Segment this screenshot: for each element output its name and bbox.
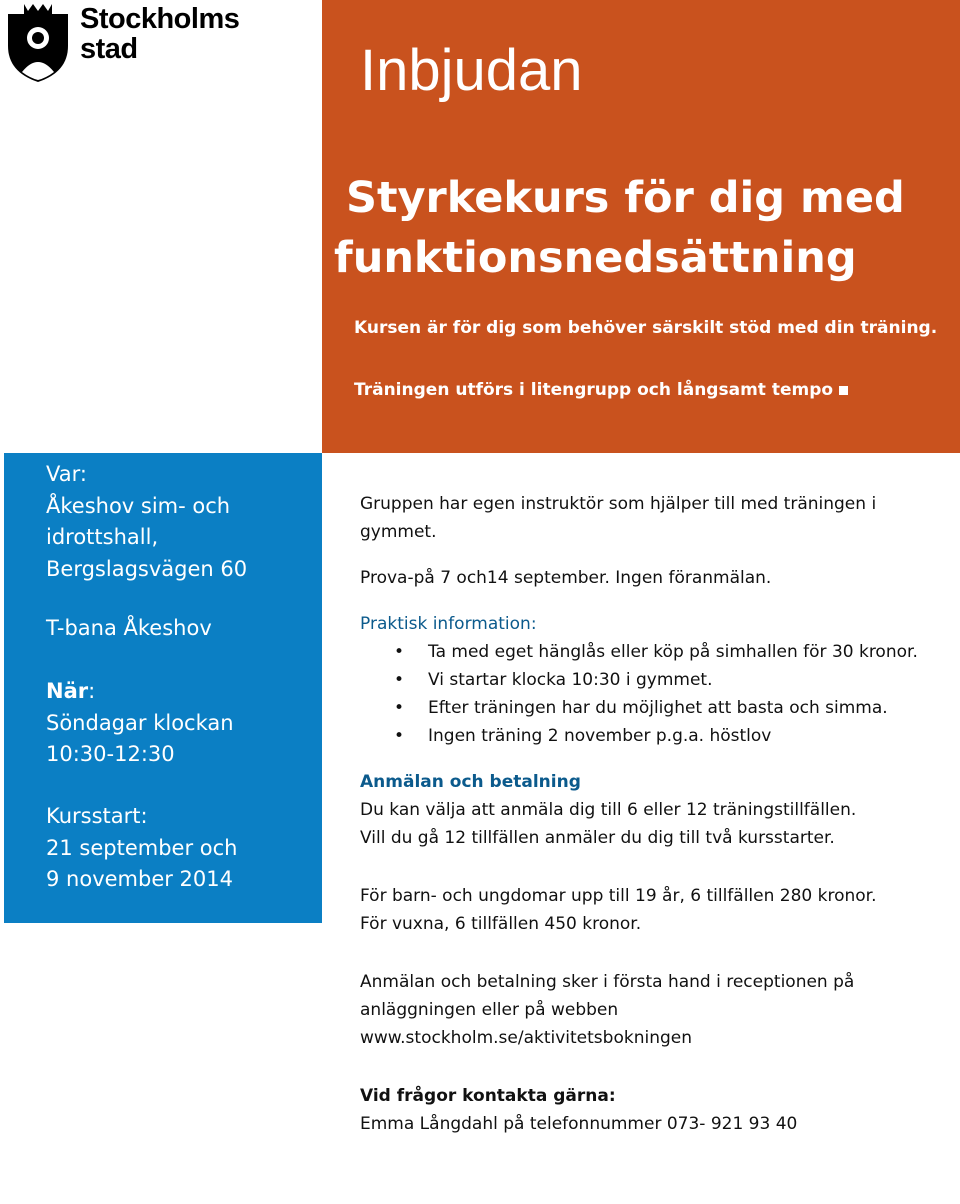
nar-line: 10:30-12:30 — [46, 742, 175, 766]
nar-label — [46, 676, 234, 708]
contact-text: Emma Långdahl på telefonnummer 073- 921 93 40 — [360, 1114, 798, 1134]
nar-line: Söndagar klockan — [46, 710, 234, 735]
nar-colon: : — [88, 679, 96, 703]
main-content — [360, 490, 950, 1138]
booking-link[interactable]: www.stockholm.se/aktivitetsbokningen — [360, 1028, 692, 1048]
var-line: Åkeshov sim- och — [46, 493, 231, 518]
header-panel — [322, 0, 960, 453]
var-line: Bergslagsvägen 60 — [46, 556, 248, 581]
square-bullet-icon — [839, 386, 848, 395]
prova-text: Prova-på 7 och14 september. Ingen föranmälan. — [360, 568, 772, 588]
headline-line2: funktionsnedsättning — [334, 233, 857, 283]
stockholms-stad-logo — [0, 0, 300, 90]
nar-label-text: När — [46, 679, 89, 703]
kursstart-line: 9 november 2014 — [46, 867, 234, 891]
subline-1: Kursen är för dig som behöver särskilt stöd med din träning. — [354, 318, 938, 338]
subline-2 — [354, 380, 848, 400]
contact-heading: Vid frågor kontakta gärna: — [360, 1086, 616, 1106]
logo-text — [80, 4, 239, 64]
info-panel — [4, 453, 322, 923]
anmalan-line: Du kan välja att anmäla dig till 6 eller 12 träningstillfällen. — [360, 800, 857, 820]
tbana: T-bana Åkeshov — [46, 616, 212, 640]
list-item: • Ingen träning 2 november p.g.a. höstlov — [428, 722, 950, 750]
anmalan-line: Vill du gå 12 tillfällen anmäler du dig till två kursstarter. — [360, 828, 835, 848]
var-label: Var: — [46, 462, 87, 486]
kursstart-line: 21 september och — [46, 835, 238, 860]
praktisk-list — [360, 638, 950, 750]
intro-text: Gruppen har egen instruktör som hjälper till med träningen i gymmet. — [360, 494, 877, 542]
headline-line1: Styrkekurs för dig med — [346, 173, 905, 223]
page-title: Inbjudan — [360, 38, 583, 103]
start-block — [46, 801, 237, 896]
list-item: • Vi startar klocka 10:30 i gymmet. — [428, 666, 950, 694]
time-block — [46, 676, 234, 771]
var-line: idrottshall, — [46, 525, 159, 549]
list-item: • Ta med eget hänglås eller köp på simhallen för 30 kronor. — [428, 638, 950, 666]
anmalan-heading: Anmälan och betalning — [360, 772, 581, 792]
price-line: För vuxna, 6 tillfällen 450 kronor. — [360, 914, 642, 934]
location-block — [46, 459, 247, 585]
course-headline — [334, 168, 944, 288]
logo-line1: Stockholms — [80, 3, 240, 35]
price-line: För barn- och ungdomar upp till 19 år, 6 tillfällen 280 kronor. — [360, 886, 877, 906]
reception-text: Anmälan och betalning sker i första hand i receptionen på anläggningen eller på webben — [360, 972, 855, 1020]
subline-2-text: Träningen utförs i litengrupp och långsamt tempo — [354, 380, 834, 400]
logo-line2: stad — [80, 33, 138, 65]
kursstart-label: Kursstart: — [46, 804, 148, 828]
list-item: • Efter träningen har du möjlighet att basta och simma. — [428, 694, 950, 722]
praktisk-heading: Praktisk information: — [360, 614, 537, 634]
crest-icon — [6, 2, 70, 84]
